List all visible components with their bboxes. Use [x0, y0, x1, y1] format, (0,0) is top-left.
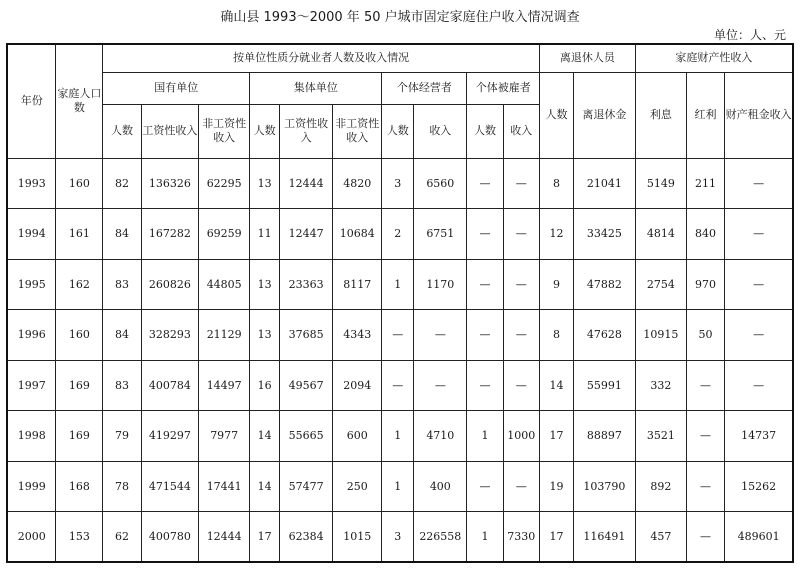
table-cell: — — [467, 259, 503, 310]
table-cell: — — [467, 360, 503, 411]
table-cell: 169 — [56, 411, 103, 462]
table-cell: 12444 — [280, 158, 333, 209]
table-cell: 1 — [382, 411, 414, 462]
table-cell: 21041 — [574, 158, 636, 209]
header-dividend: 红利 — [686, 72, 724, 158]
header-individual-employee: 个体被雇者 — [467, 72, 540, 104]
table-cell: 136326 — [141, 158, 199, 209]
table-cell: 3 — [382, 158, 414, 209]
table-cell: 250 — [333, 461, 382, 512]
table-cell: — — [686, 360, 724, 411]
table-cell: 1994 — [7, 209, 56, 260]
table-cell: 83 — [103, 259, 141, 310]
table-cell: — — [414, 360, 467, 411]
table-cell: 160 — [56, 158, 103, 209]
table-cell: 23363 — [280, 259, 333, 310]
header-retired-count: 人数 — [539, 72, 573, 158]
table-cell: 4820 — [333, 158, 382, 209]
table-row — [7, 158, 793, 209]
table-cell: 17 — [539, 411, 573, 462]
header-state-wage: 工资性收入 — [141, 104, 199, 158]
table-cell: 37685 — [280, 310, 333, 361]
table-cell: 1170 — [414, 259, 467, 310]
table-cell: 6560 — [414, 158, 467, 209]
table-cell: 14 — [250, 411, 280, 462]
table-cell: 6751 — [414, 209, 467, 260]
table-cell: 7330 — [503, 512, 539, 563]
table-cell: 13 — [250, 259, 280, 310]
table-cell: 7977 — [199, 411, 250, 462]
table-cell: 83 — [103, 360, 141, 411]
table-cell: 4343 — [333, 310, 382, 361]
header-employee-count: 人数 — [467, 104, 503, 158]
table-cell: — — [725, 360, 793, 411]
table-cell: 471544 — [141, 461, 199, 512]
table-cell: 17441 — [199, 461, 250, 512]
table-cell: 328293 — [141, 310, 199, 361]
table-cell: 62295 — [199, 158, 250, 209]
table-cell: 162 — [56, 259, 103, 310]
table-cell: 11 — [250, 209, 280, 260]
table-cell: — — [467, 209, 503, 260]
table-cell: — — [725, 259, 793, 310]
table-cell: 260826 — [141, 259, 199, 310]
table-cell: 892 — [635, 461, 686, 512]
table-row — [7, 259, 793, 310]
header-employee-income: 收入 — [503, 104, 539, 158]
table-cell: 1998 — [7, 411, 56, 462]
table-cell: 1995 — [7, 259, 56, 310]
table-cell: 10684 — [333, 209, 382, 260]
header-individual-operator: 个体经营者 — [382, 72, 467, 104]
table-cell: — — [467, 461, 503, 512]
table-cell: 19 — [539, 461, 573, 512]
table-cell: 970 — [686, 259, 724, 310]
header-employment-group: 按单位性质分就业者人数及收入情况 — [103, 44, 540, 72]
header-population: 家庭人口数 — [56, 44, 103, 158]
table-cell: 13 — [250, 310, 280, 361]
table-cell: 103790 — [574, 461, 636, 512]
unit-label: 单位：人、元 — [713, 28, 786, 42]
income-survey-table — [6, 43, 794, 563]
table-cell: 50 — [686, 310, 724, 361]
table-cell: 160 — [56, 310, 103, 361]
table-cell: 78 — [103, 461, 141, 512]
header-state-nonwage: 非工资性收入 — [199, 104, 250, 158]
table-cell: 16 — [250, 360, 280, 411]
table-cell: 47628 — [574, 310, 636, 361]
table-cell: 62384 — [280, 512, 333, 563]
table-cell: 47882 — [574, 259, 636, 310]
table-cell: — — [725, 209, 793, 260]
header-operator-income: 收入 — [414, 104, 467, 158]
header-state-unit: 国有单位 — [103, 72, 250, 104]
header-operator-count: 人数 — [382, 104, 414, 158]
table-cell: 840 — [686, 209, 724, 260]
table-cell: 84 — [103, 310, 141, 361]
table-cell: 211 — [686, 158, 724, 209]
table-cell: 14 — [539, 360, 573, 411]
table-cell: 400784 — [141, 360, 199, 411]
table-cell: 116491 — [574, 512, 636, 563]
table-cell: 1997 — [7, 360, 56, 411]
table-cell: 419297 — [141, 411, 199, 462]
table-cell: 10915 — [635, 310, 686, 361]
page-title: 确山县 1993～2000 年 50 户城市固定家庭住户收入情况调查 — [220, 10, 580, 25]
table-cell: 14 — [250, 461, 280, 512]
table-cell: 1 — [467, 411, 503, 462]
table-cell: 62 — [103, 512, 141, 563]
table-cell: 1015 — [333, 512, 382, 563]
table-cell: — — [725, 310, 793, 361]
table-cell: — — [382, 310, 414, 361]
header-collective-count: 人数 — [250, 104, 280, 158]
table-cell: — — [503, 360, 539, 411]
table-row — [7, 411, 793, 462]
table-cell: 82 — [103, 158, 141, 209]
table-row — [7, 461, 793, 512]
header-year: 年份 — [7, 44, 56, 158]
table-cell: 1 — [382, 259, 414, 310]
table-cell: — — [686, 461, 724, 512]
header-collective-nonwage: 非工资性收入 — [333, 104, 382, 158]
table-cell: 12 — [539, 209, 573, 260]
table-cell: 400 — [414, 461, 467, 512]
table-cell: 17 — [539, 512, 573, 563]
table-row — [7, 209, 793, 260]
table-cell: 1 — [382, 461, 414, 512]
table-cell: 8 — [539, 158, 573, 209]
table-row — [7, 360, 793, 411]
header-interest: 利息 — [635, 72, 686, 158]
table-cell: 55665 — [280, 411, 333, 462]
table-cell: 8 — [539, 310, 573, 361]
table-cell: 49567 — [280, 360, 333, 411]
table-cell: 33425 — [574, 209, 636, 260]
table-cell: 57477 — [280, 461, 333, 512]
table-cell: 55991 — [574, 360, 636, 411]
table-cell: 1999 — [7, 461, 56, 512]
header-retired: 离退休人员 — [539, 44, 635, 72]
table-cell: 2094 — [333, 360, 382, 411]
table-row — [7, 512, 793, 563]
table-cell: — — [725, 158, 793, 209]
table-cell: 400780 — [141, 512, 199, 563]
table-cell: — — [686, 411, 724, 462]
table-cell: 161 — [56, 209, 103, 260]
table-cell: 15262 — [725, 461, 793, 512]
table-cell: 2 — [382, 209, 414, 260]
table-cell: 12447 — [280, 209, 333, 260]
table-cell: 21129 — [199, 310, 250, 361]
header-collective-wage: 工资性收入 — [280, 104, 333, 158]
table-cell: 2754 — [635, 259, 686, 310]
table-cell: — — [503, 461, 539, 512]
table-cell: — — [503, 259, 539, 310]
table-cell: — — [382, 360, 414, 411]
table-cell: — — [503, 209, 539, 260]
header-property: 家庭财产性收入 — [635, 44, 793, 72]
table-cell: 84 — [103, 209, 141, 260]
table-cell: 4710 — [414, 411, 467, 462]
table-cell: 14737 — [725, 411, 793, 462]
table-cell: — — [503, 158, 539, 209]
table-body — [7, 158, 793, 562]
table-cell: 4814 — [635, 209, 686, 260]
table-row — [7, 310, 793, 361]
table-cell: 88897 — [574, 411, 636, 462]
table-cell: 332 — [635, 360, 686, 411]
table-cell: 167282 — [141, 209, 199, 260]
table-cell: 17 — [250, 512, 280, 563]
table-cell: 3521 — [635, 411, 686, 462]
table-cell: 1996 — [7, 310, 56, 361]
table-cell: — — [467, 310, 503, 361]
table-cell: 69259 — [199, 209, 250, 260]
table-cell: 169 — [56, 360, 103, 411]
table-cell: 5149 — [635, 158, 686, 209]
table-cell: 168 — [56, 461, 103, 512]
table-cell: 79 — [103, 411, 141, 462]
table-cell: 8117 — [333, 259, 382, 310]
table-cell: 12444 — [199, 512, 250, 563]
header-collective-unit: 集体单位 — [250, 72, 382, 104]
table-cell: 1000 — [503, 411, 539, 462]
table-cell: — — [467, 158, 503, 209]
header-pension: 离退休金 — [574, 72, 636, 158]
table-cell: 600 — [333, 411, 382, 462]
table-cell: 13 — [250, 158, 280, 209]
table-cell: 226558 — [414, 512, 467, 563]
header-state-count: 人数 — [103, 104, 141, 158]
table-cell: — — [503, 310, 539, 361]
header-rent-income: 财产租金收入 — [725, 72, 793, 158]
table-cell: 489601 — [725, 512, 793, 563]
table-cell: 153 — [56, 512, 103, 563]
table-cell: 14497 — [199, 360, 250, 411]
table-cell: 2000 — [7, 512, 56, 563]
table-cell: 44805 — [199, 259, 250, 310]
table-cell: 1 — [467, 512, 503, 563]
table-cell: 1993 — [7, 158, 56, 209]
table-cell: 457 — [635, 512, 686, 563]
table-cell: — — [686, 512, 724, 563]
table-cell: — — [414, 310, 467, 361]
table-cell: 3 — [382, 512, 414, 563]
table-cell: 9 — [539, 259, 573, 310]
